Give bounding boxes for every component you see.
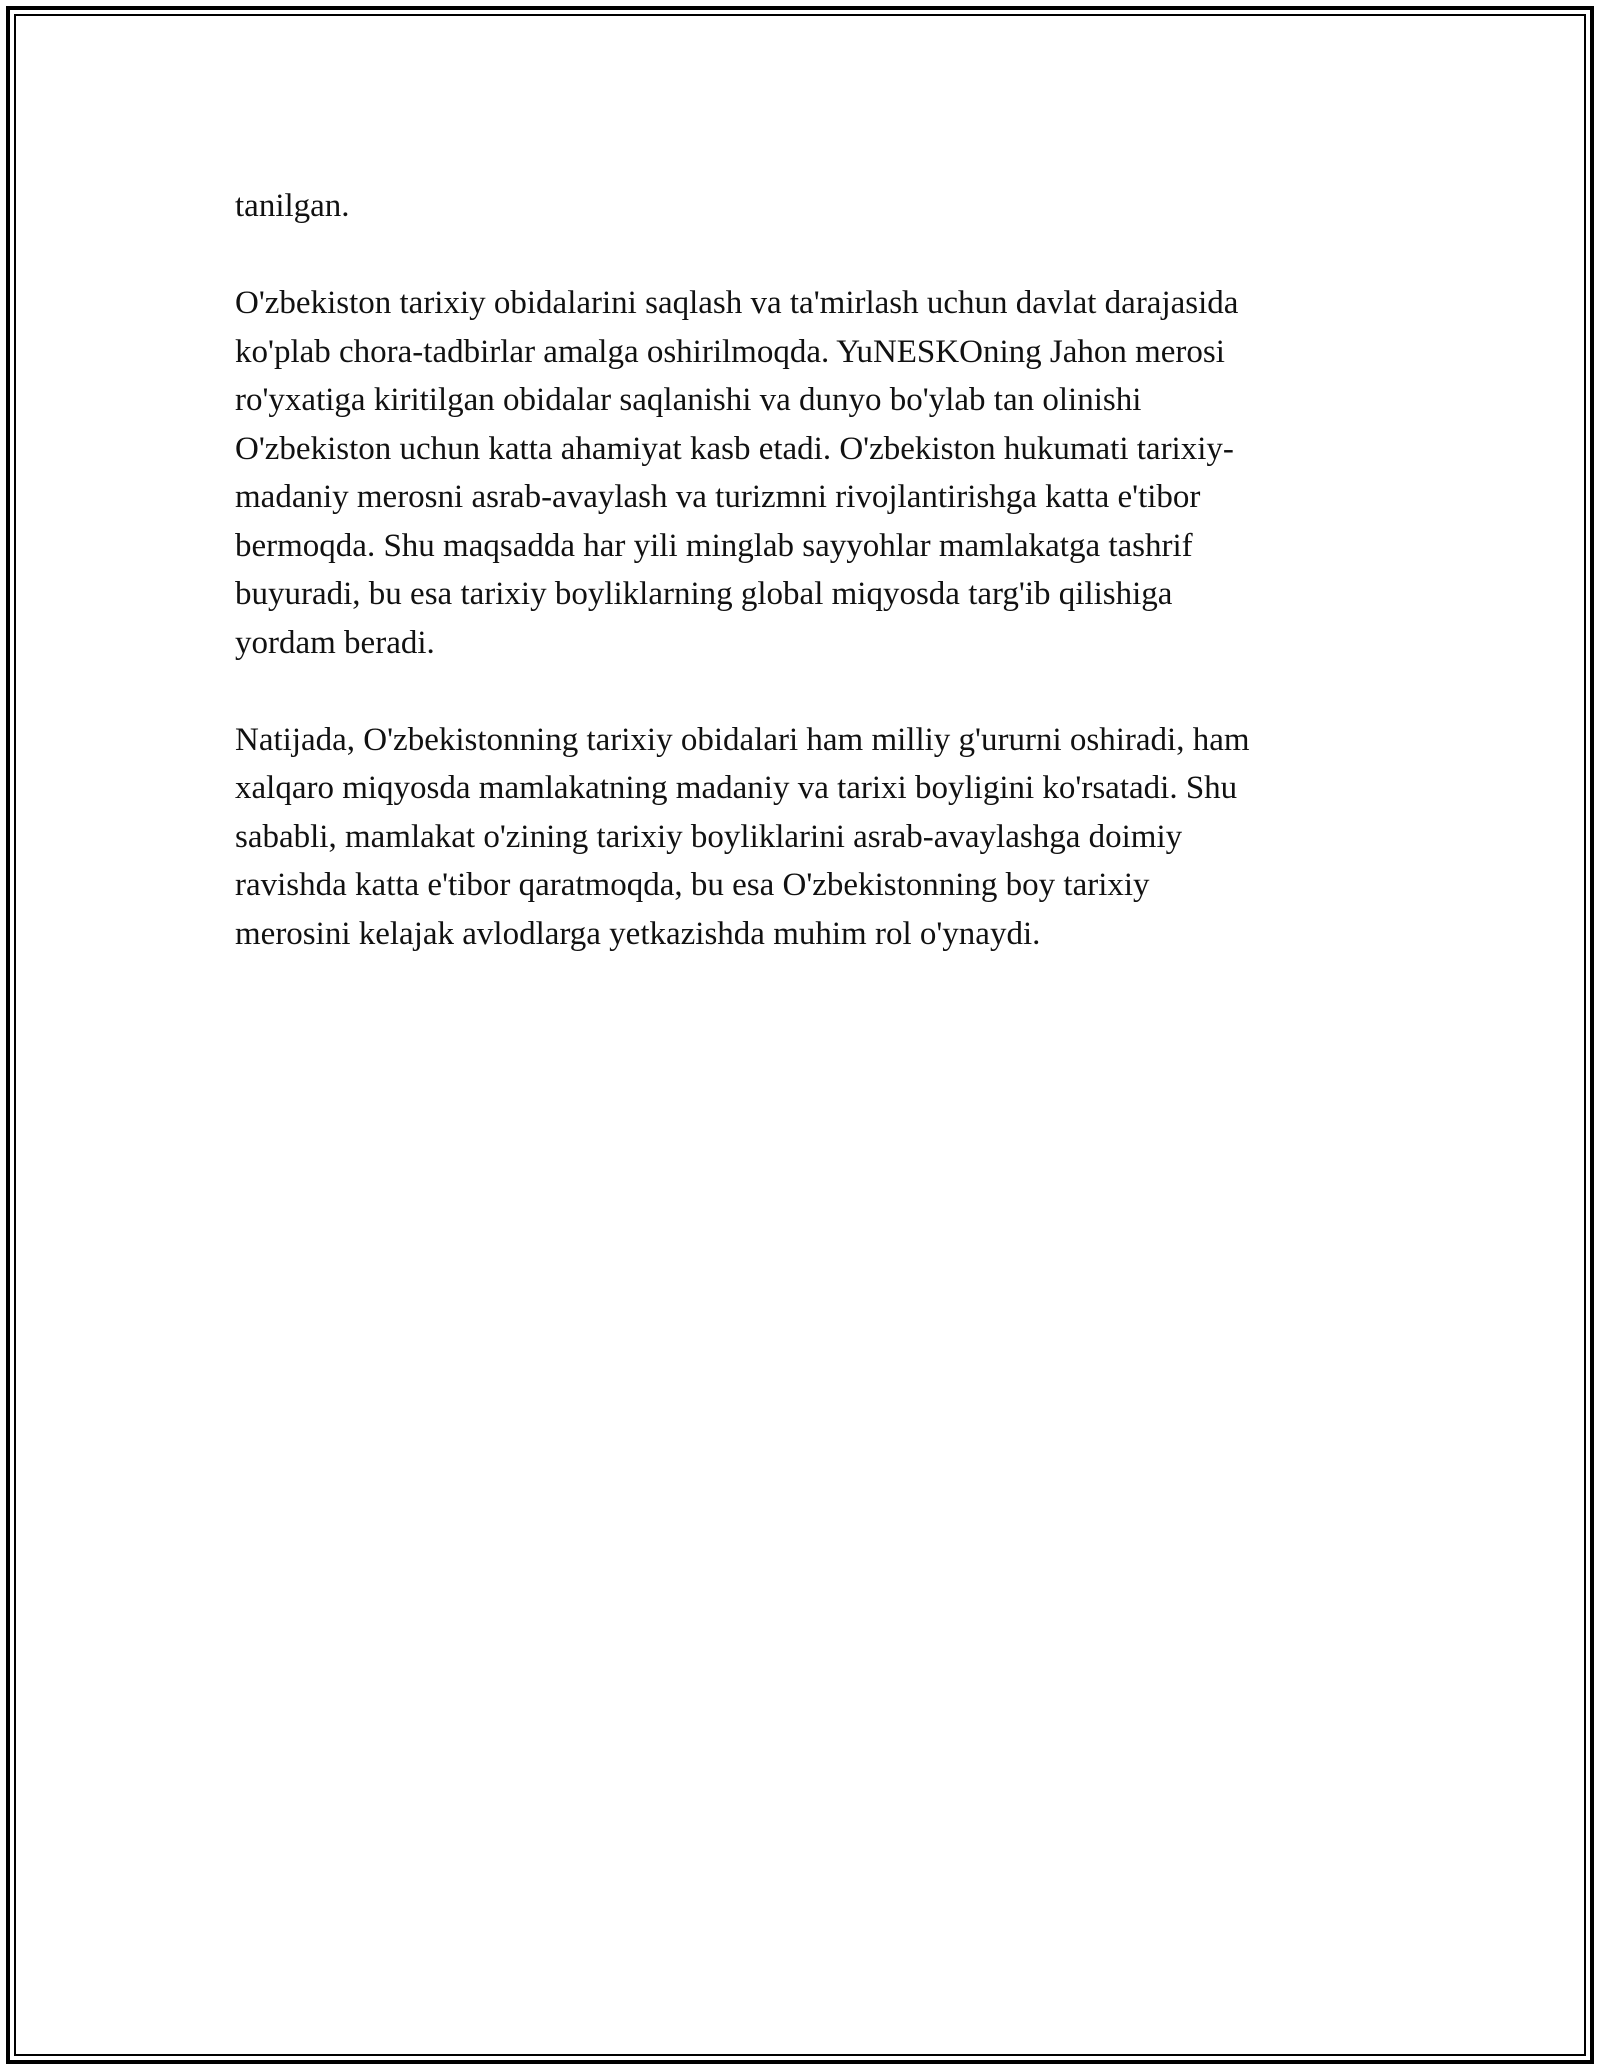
paragraph-line: Natijada, O'zbekistonning tarixiy obidalari ham milliy g'ururni oshiradi, ham: [235, 721, 1250, 758]
paragraph-1: [235, 182, 1375, 231]
paragraph-line: tanilgan.: [235, 188, 350, 224]
paragraph-line: buyuradi, bu esa tarixiy boyliklarning global miqyosda targ'ib qilishiga: [235, 576, 1173, 612]
paragraph-line: ravishda katta e'tibor qaratmoqda, bu esa O'zbekistonning boy tarixiy: [235, 867, 1150, 903]
paragraph-line: yordam beradi.: [235, 624, 435, 661]
paragraph-line: bermoqda. Shu maqsadda har yili minglab sayyohlar mamlakatga tashrif: [235, 527, 1193, 564]
paragraph-line: ro'yxatiga kiritilgan obidalar saqlanishi va dunyo bo'ylab tan olinishi: [235, 382, 1142, 418]
paragraph-2: [235, 279, 1375, 667]
document-body: [235, 182, 1375, 1007]
paragraph-line: xalqaro miqyosda mamlakatning madaniy va tarixi boyligini ko'rsatadi. Shu: [235, 770, 1238, 806]
paragraph-line: sababli, mamlakat o'zining tarixiy boyliklarini asrab-avaylashga doimiy: [235, 818, 1183, 855]
paragraph-line: O'zbekiston uchun katta ahamiyat kasb etadi. O'zbekiston hukumati tarixiy-: [235, 430, 1234, 467]
paragraph-line: O'zbekiston tarixiy obidalarini saqlash va ta'mirlash uchun davlat darajasida: [235, 285, 1239, 321]
paragraph-line: madaniy merosni asrab-avaylash va turizmni rivojlantirishga katta e'tibor: [235, 479, 1201, 515]
paragraph-line: ko'plab chora-tadbirlar amalga oshirilmoqda. YuNESKOning Jahon merosi: [235, 333, 1225, 370]
paragraph-3: [235, 716, 1375, 959]
paragraph-line: merosini kelajak avlodlarga yetkazishda muhim rol o'ynaydi.: [235, 915, 1041, 952]
